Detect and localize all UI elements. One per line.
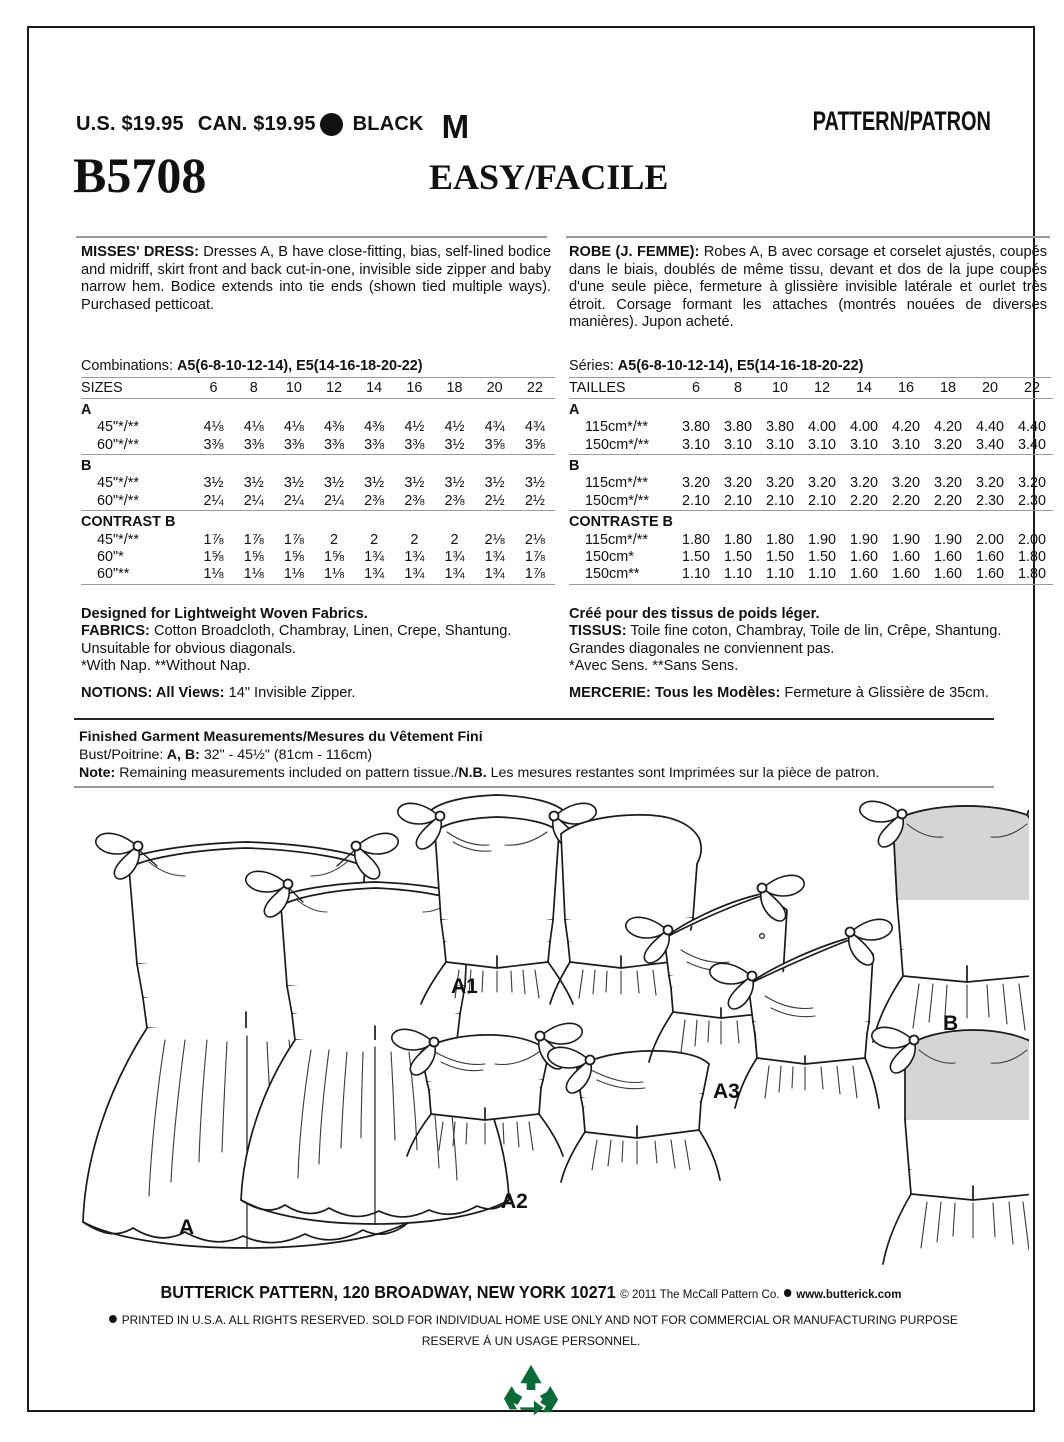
yardage-value: 4.40 xyxy=(975,419,1004,436)
fabric-group-row xyxy=(81,458,555,475)
description-english xyxy=(81,244,551,314)
yardage-value: 3.20 xyxy=(933,475,962,492)
yardage-value: 1⅛ xyxy=(283,566,304,583)
fabric-width-label: 115cm*/** xyxy=(585,419,648,436)
yardage-value: 2½ xyxy=(484,492,505,509)
yardage-value: 1¾ xyxy=(444,566,465,583)
sizes-header-label: TAILLES xyxy=(569,380,626,397)
yardage-row xyxy=(81,532,555,549)
yardage-value: 3.40 xyxy=(1017,436,1046,453)
sizes-header-label: SIZES xyxy=(81,380,123,397)
fabric-group-label: A xyxy=(81,401,92,418)
yardage-value: 1.80 xyxy=(1017,566,1046,583)
description-french xyxy=(569,244,1047,332)
size-column-header: 12 xyxy=(813,380,830,397)
difficulty-label: EASY/FACILE xyxy=(429,157,669,197)
divider-sizes-top-en xyxy=(81,377,555,378)
view-label-a3: A3 xyxy=(713,1080,740,1103)
yardage-value: 1⅝ xyxy=(324,549,345,566)
yardage-value: 1⅛ xyxy=(203,566,224,583)
yardage-value: 4⅜ xyxy=(364,419,385,436)
note-text-fr: Les mesures restantes sont Imprimées sur la pièce de patron. xyxy=(486,765,880,782)
notions-label-en: NOTIONS: All Views: xyxy=(81,684,225,701)
size-column-header: 18 xyxy=(939,380,956,397)
description-french-heading: ROBE (J. FEMME): xyxy=(569,244,700,260)
yardage-value: 1⅝ xyxy=(243,549,264,566)
footer-reserve-line: RESERVE Á UN USAGE PERSONNEL. xyxy=(421,1334,641,1348)
description-english-body: Dresses A, B have close-fitting, bias, self-lined bodice and midriff, skirt front and back cut-in-one, invisible side zipper and baby narrow hem. Bodice extends into tie ends (shown tied multiple ways). Purchased petticoat. xyxy=(81,244,552,313)
fabric-group-row xyxy=(81,402,555,419)
view-label-a1: A1 xyxy=(451,975,478,998)
yardage-value: 1.60 xyxy=(933,549,962,566)
view-label-a: A xyxy=(179,1216,195,1239)
yardage-value: 3.10 xyxy=(807,436,836,453)
yardage-value: 1.60 xyxy=(975,549,1004,566)
size-column-header: 22 xyxy=(1023,380,1040,397)
bust-views: A, B: xyxy=(163,747,200,764)
yardage-value: 1⅞ xyxy=(283,531,304,548)
divider-below-finished xyxy=(74,786,994,788)
fabric-width-label: 60"** xyxy=(97,566,130,583)
yardage-value: 4.20 xyxy=(933,419,962,436)
yardage-value: 3.20 xyxy=(975,475,1004,492)
yardage-value: 4.00 xyxy=(849,419,878,436)
yardage-value: 1¾ xyxy=(484,549,505,566)
combinations-label-fr: Séries: xyxy=(569,358,614,374)
size-column-header: 10 xyxy=(771,380,788,397)
yardage-value: 3½ xyxy=(324,475,345,492)
yardage-value: 1⅝ xyxy=(203,549,224,566)
size-column-header: 16 xyxy=(406,380,423,397)
yardage-value: 1¾ xyxy=(404,549,425,566)
yardage-value: 3.10 xyxy=(723,436,752,453)
yardage-value: 3½ xyxy=(364,475,385,492)
yardage-value: 2 xyxy=(410,531,419,548)
yardage-value: 3½ xyxy=(203,475,224,492)
yardage-value: 2.20 xyxy=(849,492,878,509)
yardage-value: 3.20 xyxy=(1017,475,1046,492)
yardage-row xyxy=(569,419,1053,436)
fabrics-list-en: Cotton Broadcloth, Chambray, Linen, Crepe, Shantung. Unsuitable for obvious diagonals. xyxy=(81,623,512,657)
yardage-value: 3⅝ xyxy=(484,436,505,453)
yardage-value: 2.00 xyxy=(1017,531,1046,548)
yardage-value: 2 xyxy=(330,531,339,548)
footer-address: BUTTERICK PATTERN, 120 BROADWAY, NEW YORK 10271 xyxy=(160,1282,616,1302)
yardage-value: 1.50 xyxy=(765,549,794,566)
color-label: BLACK xyxy=(352,113,424,135)
fabric-group-label: B xyxy=(569,458,580,475)
description-french-body: Robes A, B avec corsage et corselet ajustés, coupés dans le biais, doublés de même tissu, devant et dos de la jupe coupés d'une seule pièce, fermeture à glissière invisible latérale et ourlet très étroit. Corsage formant les attaches (montrés nouées de diverses manières). Jupon acheté. xyxy=(569,244,1047,331)
size-group-letter: M xyxy=(441,108,470,145)
yardage-value: 1.90 xyxy=(933,531,962,548)
yardage-value: 2⅜ xyxy=(404,492,425,509)
fabrics-french xyxy=(569,606,1051,702)
sizes-table-fr xyxy=(569,380,1053,587)
yardage-row xyxy=(81,475,555,492)
view-label-b: B xyxy=(943,1012,959,1035)
yardage-value: 2 xyxy=(450,531,459,548)
fabric-group-label: CONTRASTE B xyxy=(569,514,673,531)
yardage-value: 3⅜ xyxy=(283,436,304,453)
yardage-value: 2.30 xyxy=(1017,492,1046,509)
yardage-value: 4½ xyxy=(404,419,425,436)
bust-value: 32" - 45½" (81cm - 116cm) xyxy=(199,747,373,764)
yardage-table-french xyxy=(569,358,1051,588)
yardage-value: 2¼ xyxy=(243,492,264,509)
yardage-value: 3⅜ xyxy=(243,436,264,453)
yardage-value: 2.30 xyxy=(975,492,1004,509)
yardage-value: 1.60 xyxy=(891,566,920,583)
view-label-a2: A2 xyxy=(501,1190,528,1213)
yardage-value: 2½ xyxy=(524,492,545,509)
sizes-header-row xyxy=(569,380,1053,398)
combinations-label-en: Combinations: xyxy=(81,358,173,374)
yardage-value: 2⅜ xyxy=(364,492,385,509)
fabric-width-label: 60"*/** xyxy=(97,436,139,453)
yardage-value: 1¾ xyxy=(444,549,465,566)
yardage-row xyxy=(569,493,1053,511)
can-price: CAN. $19.95 xyxy=(197,113,316,135)
yardage-value: 3.20 xyxy=(933,436,962,453)
sizes-table-en xyxy=(81,380,555,587)
table-divider-row xyxy=(81,584,555,588)
yardage-value: 4⅜ xyxy=(324,419,345,436)
notions-value-fr: Fermeture à Glissière de 35cm. xyxy=(780,684,989,701)
yardage-value: 2 xyxy=(370,531,379,548)
footer-copyright: © 2011 The McCall Pattern Co. xyxy=(620,1287,780,1301)
fabrics-english xyxy=(81,606,557,702)
size-column-header: 6 xyxy=(209,380,218,397)
illustration-svg xyxy=(61,790,1029,1270)
yardage-value: 3⅝ xyxy=(524,436,545,453)
yardage-value: 1⅞ xyxy=(203,531,224,548)
size-column-header: 10 xyxy=(285,380,302,397)
combinations-value-fr: A5(6-8-10-12-14), E5(14-16-18-20-22) xyxy=(617,358,864,374)
yardage-value: 2¼ xyxy=(324,492,345,509)
yardage-value: 1.90 xyxy=(849,531,878,548)
size-column-header: 12 xyxy=(326,380,343,397)
yardage-value: 3.20 xyxy=(765,475,794,492)
yardage-row xyxy=(569,532,1053,549)
bullet-dot-icon xyxy=(784,1289,791,1297)
fabric-width-label: 45"*/** xyxy=(97,531,139,548)
divider-above-finished xyxy=(74,718,994,720)
yardage-value: 2¼ xyxy=(283,492,304,509)
yardage-value: 1.80 xyxy=(723,531,752,548)
fabric-group-row xyxy=(81,514,555,531)
size-column-header: 8 xyxy=(733,380,742,397)
yardage-value: 1.90 xyxy=(891,531,920,548)
yardage-value: 3½ xyxy=(484,475,505,492)
fabric-width-label: 45"*/** xyxy=(97,419,139,436)
yardage-value: 1⅞ xyxy=(524,549,545,566)
garment-illustrations xyxy=(61,790,1029,1270)
yardage-value: 1.80 xyxy=(681,531,710,548)
fabric-group-label: B xyxy=(81,458,92,475)
fabric-width-label: 150cm*/** xyxy=(585,436,649,453)
yardage-value: 2.10 xyxy=(765,492,794,509)
size-column-header: 8 xyxy=(249,380,258,397)
sizes-header-row xyxy=(81,380,555,398)
yardage-value: 1¾ xyxy=(364,566,385,583)
pattern-patron-label: PATTERN/PATRON xyxy=(812,106,991,136)
fabrics-label-fr: TISSUS: xyxy=(569,623,627,640)
recycle-icon xyxy=(500,1363,562,1419)
yardage-value: 4⅛ xyxy=(283,419,304,436)
yardage-value: 3½ xyxy=(444,475,465,492)
price-row xyxy=(76,108,470,145)
nap-note-en: *With Nap. **Without Nap. xyxy=(81,658,251,675)
yardage-value: 4⅛ xyxy=(203,419,224,436)
yardage-value: 1⅛ xyxy=(324,566,345,583)
notions-value-en: 14" Invisible Zipper. xyxy=(224,684,356,701)
footer-website: www.butterick.com xyxy=(796,1287,902,1301)
pattern-envelope-back xyxy=(27,26,1047,1412)
yardage-value: 2.20 xyxy=(933,492,962,509)
note-text-en: Remaining measurements included on pattern tissue./ xyxy=(115,765,459,782)
fabric-width-label: 45"*/** xyxy=(97,475,139,492)
combinations-line-fr xyxy=(569,358,1051,375)
yardage-value: 4.40 xyxy=(1017,419,1046,436)
yardage-value: 3.20 xyxy=(723,475,752,492)
yardage-value: 3.80 xyxy=(723,419,752,436)
yardage-value: 4⅛ xyxy=(243,419,264,436)
yardage-row xyxy=(81,437,555,455)
yardage-value: 3½ xyxy=(404,475,425,492)
yardage-value: 3.10 xyxy=(765,436,794,453)
yardage-value: 3½ xyxy=(444,436,465,453)
yardage-value: 1¾ xyxy=(404,566,425,583)
size-column-header: 22 xyxy=(526,380,543,397)
yardage-value: 3½ xyxy=(524,475,545,492)
yardage-value: 2¼ xyxy=(203,492,224,509)
yardage-value: 3.10 xyxy=(849,436,878,453)
yardage-table-english xyxy=(81,358,555,588)
description-english-heading: MISSES' DRESS: xyxy=(81,244,200,260)
note-label-fr: N.B. xyxy=(458,765,487,782)
fabric-group-label: CONTRAST B xyxy=(81,514,176,531)
yardage-value: 3⅜ xyxy=(203,436,224,453)
yardage-value: 1.10 xyxy=(681,566,710,583)
yardage-value: 1.50 xyxy=(723,549,752,566)
combinations-value-en: A5(6-8-10-12-14), E5(14-16-18-20-22) xyxy=(177,358,423,374)
yardage-value: 3.10 xyxy=(891,436,920,453)
yardage-value: 2.10 xyxy=(807,492,836,509)
fabric-width-label: 60"*/** xyxy=(97,492,139,509)
yardage-value: 1.60 xyxy=(891,549,920,566)
size-column-header: 14 xyxy=(366,380,383,397)
yardage-value: 1.60 xyxy=(849,549,878,566)
yardage-value: 4.00 xyxy=(807,419,836,436)
yardage-value: 1.60 xyxy=(933,566,962,583)
us-price: U.S. $19.95 xyxy=(76,113,184,135)
yardage-value: 1⅛ xyxy=(243,566,264,583)
fabric-width-label: 115cm*/** xyxy=(585,475,648,492)
yardage-value: 2⅛ xyxy=(484,531,505,548)
fabric-width-label: 115cm*/** xyxy=(585,531,648,548)
yardage-row xyxy=(569,475,1053,492)
fabric-width-label: 150cm*/** xyxy=(585,492,649,509)
designed-for-fr: Créé pour des tissus de poids léger. xyxy=(569,606,820,622)
fabrics-list-fr: Toile fine coton, Chambray, Toile de lin, Crêpe, Shantung. Grandes diagonales ne conviennent pas. xyxy=(569,623,1002,657)
size-column-header: 18 xyxy=(446,380,463,397)
recycle-symbol-wrap xyxy=(29,1363,1033,1424)
yardage-value: 3½ xyxy=(283,475,304,492)
yardage-value: 1.10 xyxy=(723,566,752,583)
yardage-value: 1.90 xyxy=(807,531,836,548)
fabric-width-label: 150cm** xyxy=(585,566,640,583)
yardage-value: 1⅞ xyxy=(243,531,264,548)
fabrics-label-en: FABRICS: xyxy=(81,623,150,640)
black-dot-icon xyxy=(320,113,343,136)
yardage-value: 4¾ xyxy=(484,419,505,436)
finished-heading: Finished Garment Measurements/Mesures du Vêtement Fini xyxy=(79,729,483,745)
yardage-value: 1.50 xyxy=(681,549,710,566)
yardage-value: 3.20 xyxy=(891,475,920,492)
bodice-view-b-lower xyxy=(872,1027,1029,1264)
yardage-value: 4.20 xyxy=(891,419,920,436)
yardage-value: 1.50 xyxy=(807,549,836,566)
yardage-value: 3.20 xyxy=(807,475,836,492)
note-label: Note: xyxy=(79,765,116,782)
yardage-value: 2⅜ xyxy=(444,492,465,509)
yardage-value: 3⅜ xyxy=(324,436,345,453)
yardage-row xyxy=(81,493,555,511)
bullet-dot-icon-2 xyxy=(109,1315,117,1323)
yardage-value: 3.80 xyxy=(765,419,794,436)
notions-label-fr: MERCERIE: Tous les Modèles: xyxy=(569,684,781,701)
yardage-value: 1.80 xyxy=(1017,549,1046,566)
yardage-value: 3⅜ xyxy=(364,436,385,453)
yardage-value: 1.60 xyxy=(975,566,1004,583)
size-column-header: 20 xyxy=(486,380,503,397)
pattern-number: B5708 xyxy=(73,147,207,203)
yardage-value: 2.10 xyxy=(723,492,752,509)
yardage-value: 3½ xyxy=(243,475,264,492)
divider-header-left xyxy=(76,236,547,238)
footer-rights-text: PRINTED IN U.S.A. ALL RIGHTS RESERVED. SOLD FOR INDIVIDUAL HOME USE ONLY AND NOT FOR COMMERCIAL OR MANUFACTURING PURPOSE xyxy=(121,1313,958,1327)
fabric-group-row xyxy=(569,514,1053,531)
yardage-row xyxy=(569,437,1053,455)
footer-address-line xyxy=(64,1282,998,1303)
fabric-group-row xyxy=(569,402,1053,419)
yardage-row xyxy=(569,549,1053,566)
designed-for-en: Designed for Lightweight Woven Fabrics. xyxy=(81,606,368,622)
yardage-value: 3.80 xyxy=(681,419,710,436)
yardage-value: 2.00 xyxy=(975,531,1004,548)
yardage-value: 2.20 xyxy=(891,492,920,509)
size-column-header: 16 xyxy=(897,380,914,397)
yardage-value: 1⅝ xyxy=(283,549,304,566)
fabric-group-label: A xyxy=(569,401,580,418)
yardage-value: 1.60 xyxy=(849,566,878,583)
combinations-line-en xyxy=(81,358,555,375)
yardage-row xyxy=(81,419,555,436)
yardage-value: 3.20 xyxy=(681,475,710,492)
bust-label: Bust/Poitrine: xyxy=(79,747,164,764)
yardage-value: 3⅜ xyxy=(404,436,425,453)
yardage-value: 1¾ xyxy=(364,549,385,566)
divider-header-right xyxy=(566,236,1050,238)
fabric-group-row xyxy=(569,458,1053,475)
size-column-header: 6 xyxy=(691,380,700,397)
yardage-value: 1.10 xyxy=(765,566,794,583)
nap-note-fr: *Avec Sens. **Sans Sens. xyxy=(569,658,739,675)
table-divider-row xyxy=(569,584,1053,588)
yardage-value: 3.20 xyxy=(849,475,878,492)
yardage-value: 3.10 xyxy=(681,436,710,453)
yardage-value: 3.40 xyxy=(975,436,1004,453)
yardage-value: 2.10 xyxy=(681,492,710,509)
yardage-value: 1¾ xyxy=(484,566,505,583)
yardage-value: 1⅞ xyxy=(524,566,545,583)
yardage-value: 4¾ xyxy=(524,419,545,436)
yardage-value: 1.10 xyxy=(807,566,836,583)
yardage-value: 1.80 xyxy=(765,531,794,548)
yardage-value: 4½ xyxy=(444,419,465,436)
footer-rights-line xyxy=(44,1313,1018,1327)
size-column-header: 14 xyxy=(855,380,872,397)
fabric-width-label: 150cm* xyxy=(585,549,634,566)
divider-sizes-top-fr xyxy=(569,377,1051,378)
yardage-row xyxy=(81,566,555,584)
yardage-value: 2⅛ xyxy=(524,531,545,548)
size-column-header: 20 xyxy=(981,380,998,397)
finished-measurements xyxy=(79,728,1051,783)
fabric-width-label: 60"* xyxy=(97,549,124,566)
yardage-row xyxy=(81,549,555,566)
yardage-row xyxy=(569,566,1053,584)
